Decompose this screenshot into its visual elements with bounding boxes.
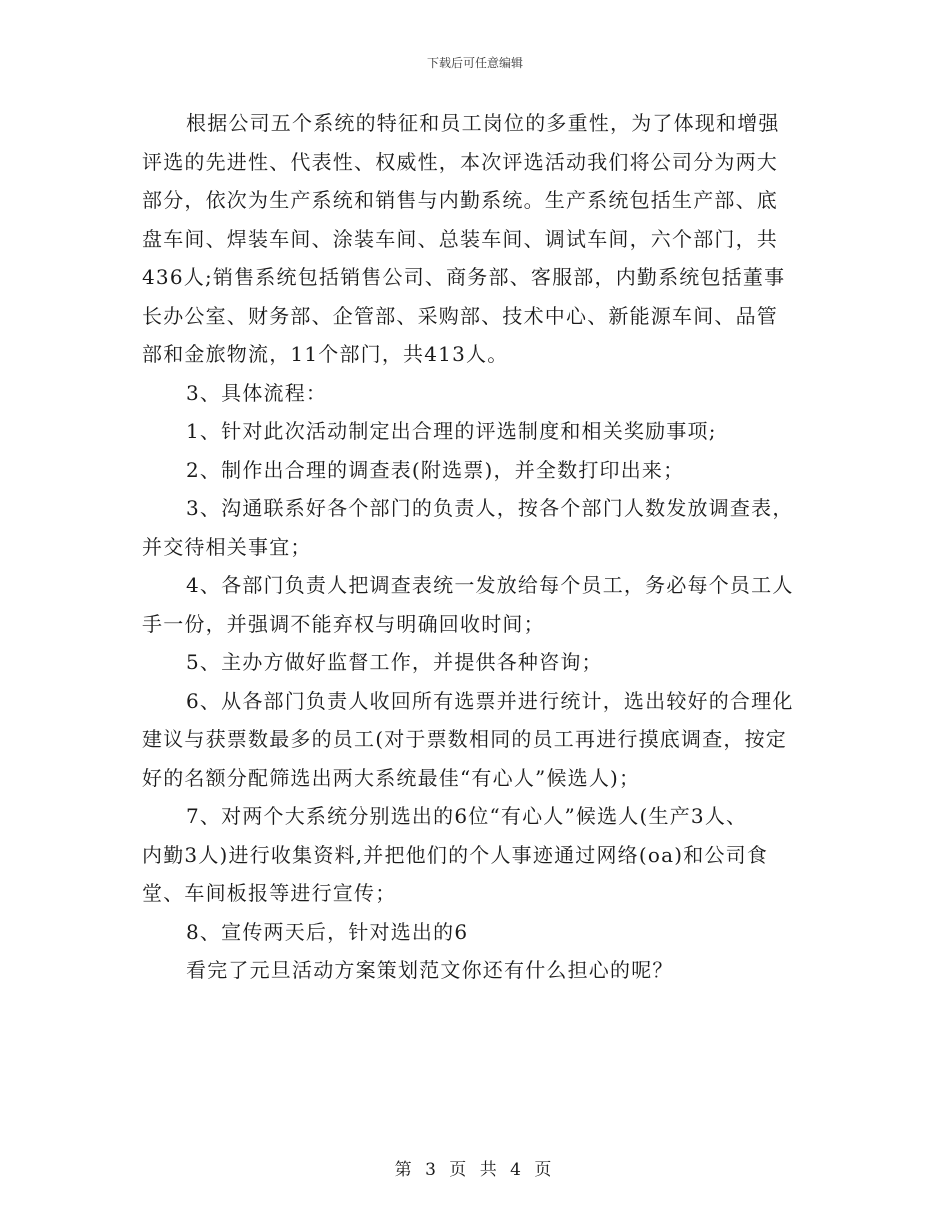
text-line: 长办公室、财务部、企管部、采购部、技术中心、新能源车间、品管 <box>142 303 778 328</box>
text-line: 3、具体流程： <box>186 380 328 405</box>
text-line: 部分，依次为生产系统和销售与内勤系统。生产系统包括生产部、底 <box>142 188 778 212</box>
text-line: 好的名额分配筛选出两大系统最佳“有心人”候选人)； <box>142 765 641 790</box>
text-line: 评选的先进性、代表性、权威性，本次评选活动我们将公司分为两大 <box>142 149 778 174</box>
text-line: 3、沟通联系好各个部门的负责人，按各个部门人数发放调查表， <box>186 496 794 520</box>
text-line: 手一份，并强调不能弃权与明确回收时间； <box>142 611 545 636</box>
text-line: 根据公司五个系统的特征和员工岗位的多重性，为了体现和增强 <box>186 111 780 135</box>
text-line: 并交待相关事宜； <box>142 534 312 559</box>
text-line: 8、宣传两天后，针对选出的6 <box>186 919 469 944</box>
text-line: 2、制作出合理的调查表(附选票)，并全数打印出来； <box>186 457 685 482</box>
text-line: 1、针对此次活动制定出合理的评选制度和相关奖励事项; <box>186 419 717 443</box>
document-body <box>142 110 814 996</box>
text-line: 部和金旅物流，11个部门，共413人。 <box>142 342 509 366</box>
page-header: 下载后可任意编辑 <box>426 56 523 70</box>
text-line: 堂、车间板报等进行宣传； <box>142 881 397 905</box>
text-line: 建议与获票数最多的员工(对于票数相同的员工再进行摸底调查，按定 <box>142 727 788 751</box>
text-line: 436人;销售系统包括销售公司、商务部、客服部，内勤系统包括董事 <box>142 265 786 289</box>
text-line: 5、主办方做好监督工作，并提供各种咨询； <box>186 650 603 674</box>
text-line: 看完了元旦活动方案策划范文你还有什么担心的呢？ <box>186 958 674 982</box>
text-line: 4、各部门负责人把调查表统一发放给每个员工，务必每个员工人 <box>186 573 794 597</box>
text-line: 6、从各部门负责人收回所有选票并进行统计，选出较好的合理化 <box>186 688 794 713</box>
page-footer: 第 3 页 共 4 页 <box>394 1160 556 1180</box>
text-line: 盘车间、焊装车间、涂装车间、总装车间、调试车间，六个部门，共 <box>142 226 778 251</box>
text-line: 7、对两个大系统分别选出的6位“有心人”候选人(生产3人、 <box>186 804 748 828</box>
text-line: 内勤3人)进行收集资料,并把他们的个人事迹通过网络(oa)和公司食 <box>142 842 769 867</box>
